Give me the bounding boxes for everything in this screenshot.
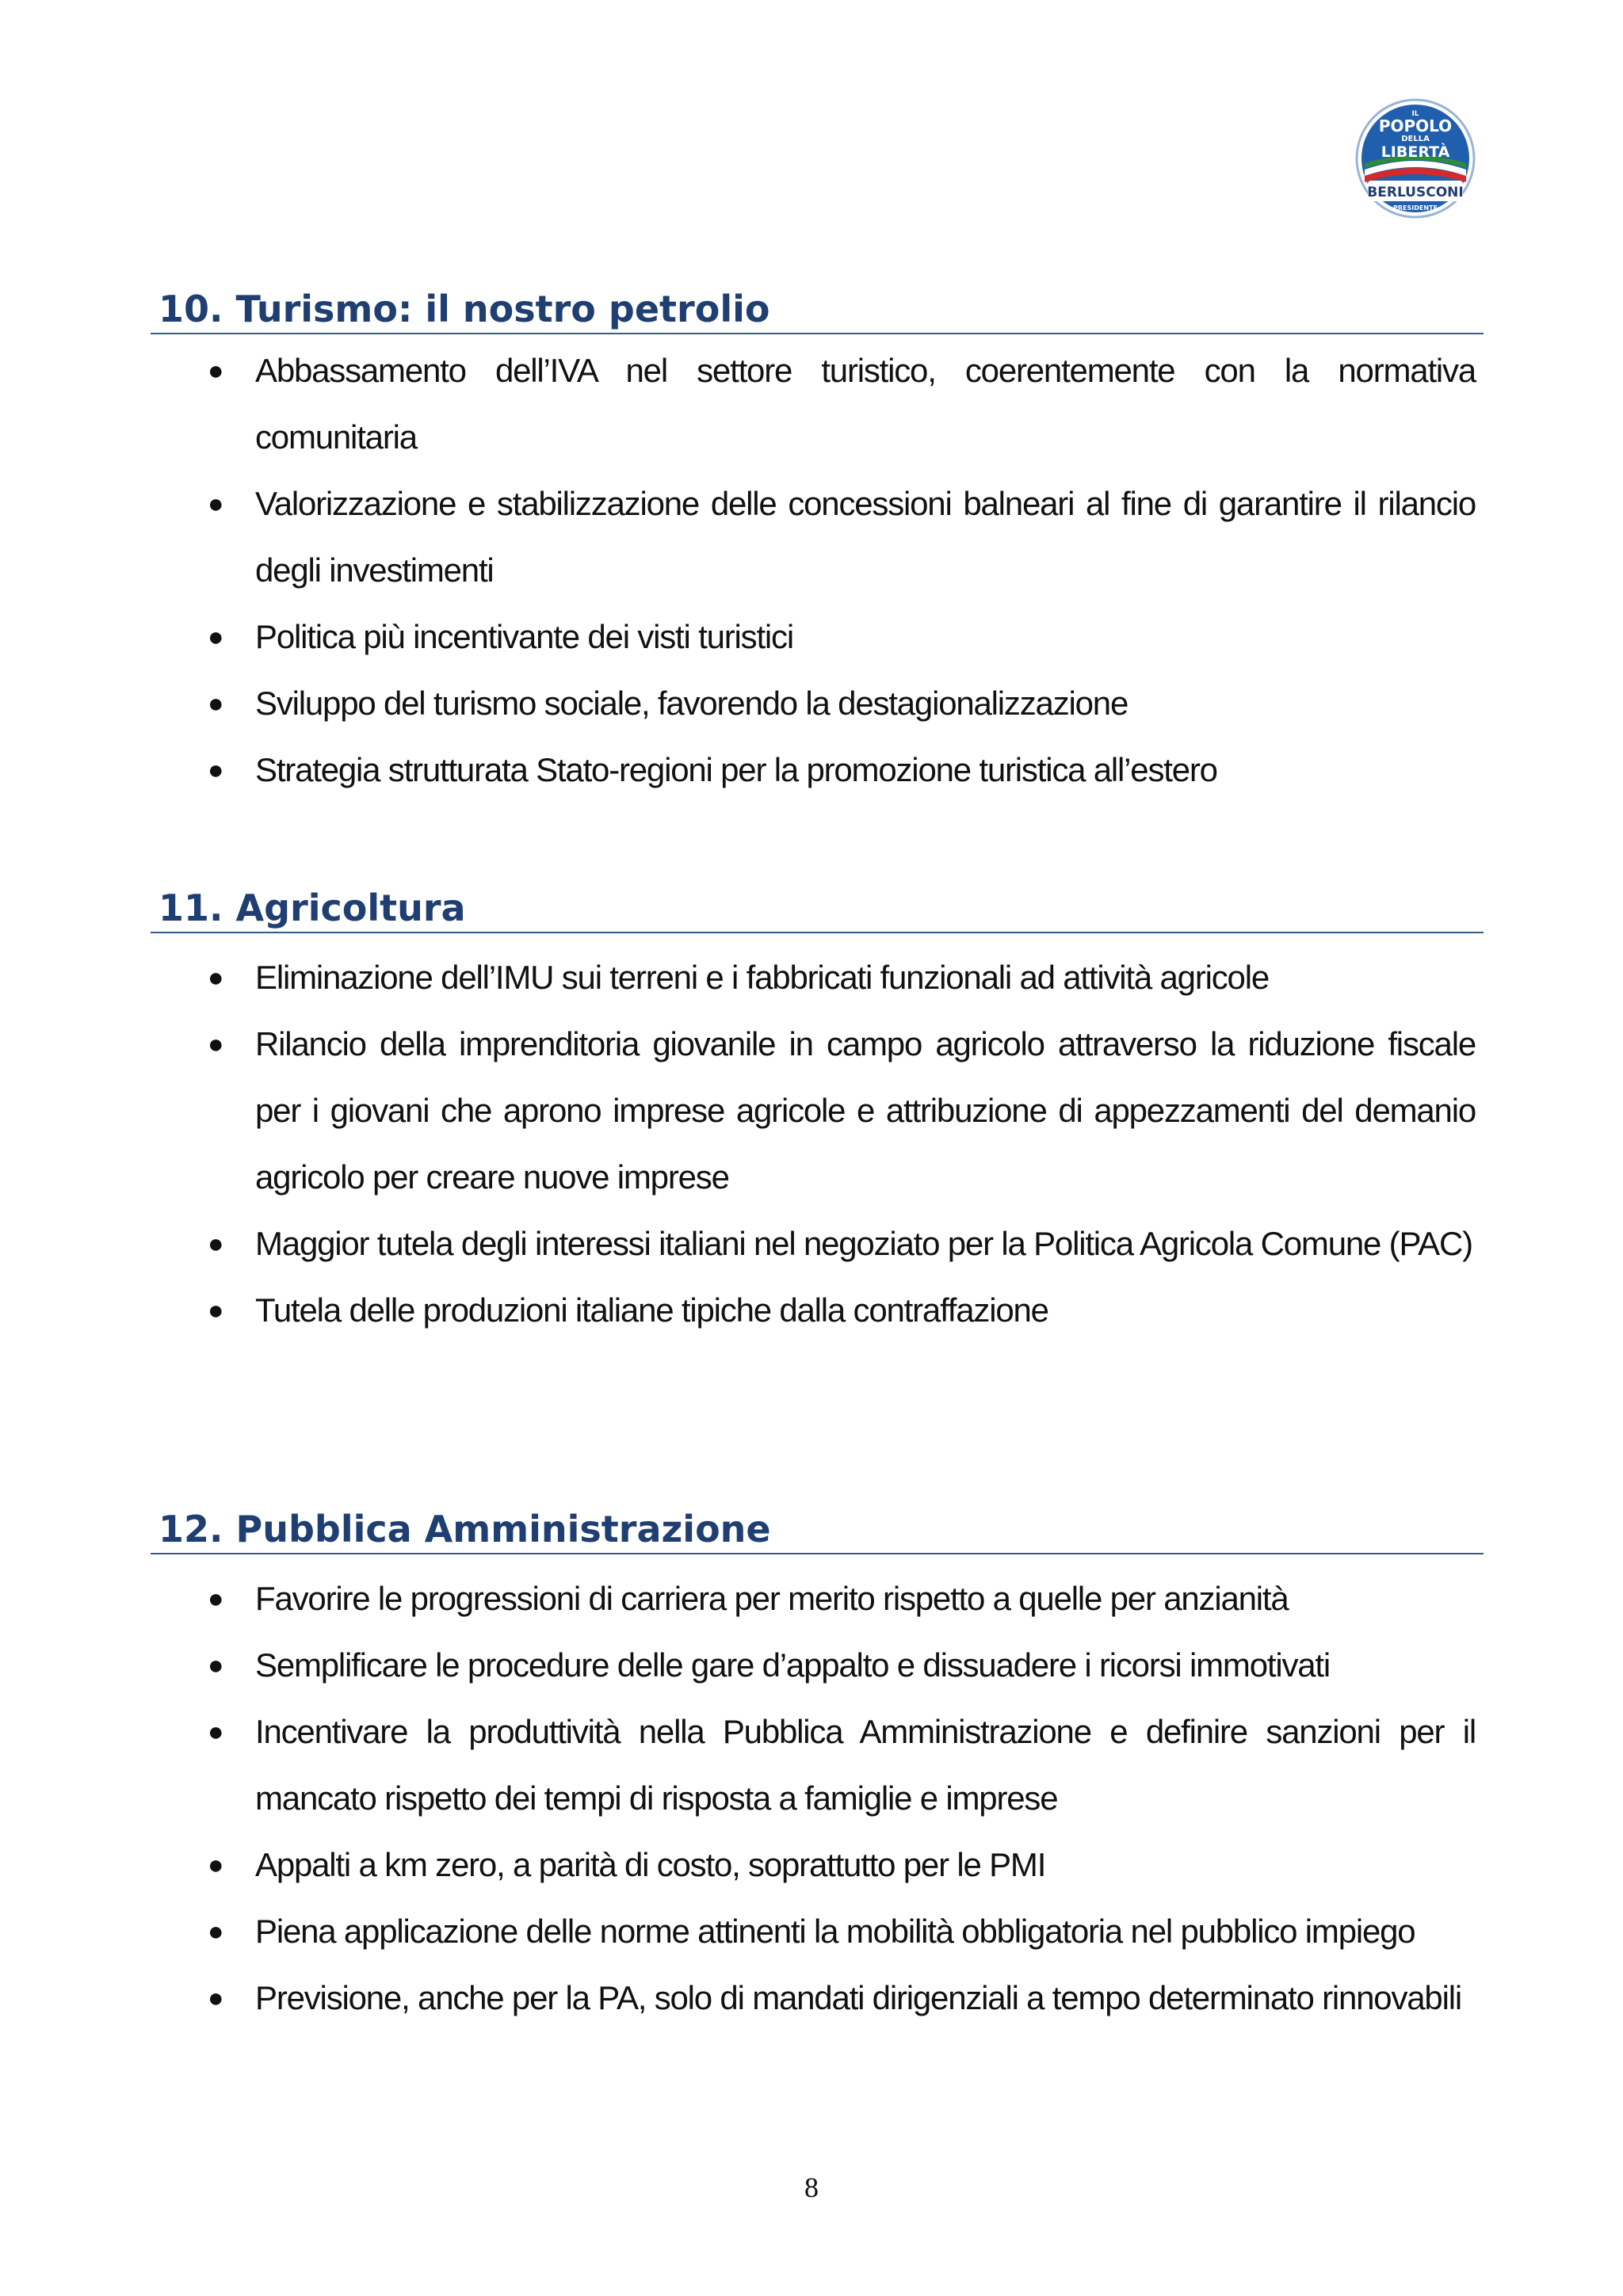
section-title: 11. Agricoltura: [151, 886, 1484, 933]
bullet-icon: ●: [208, 1917, 223, 1947]
list-item-text: Semplificare le procedure delle gare d’appalto e dissuadere i ricorsi immotivati: [255, 1646, 1331, 1684]
bullet-icon: ●: [208, 1029, 223, 1059]
list-item-text: Maggior tutela degli interessi italiani nel negoziato per la Politica Agricola Comune (PAC): [255, 1225, 1472, 1262]
list-item: [151, 471, 1484, 604]
party-logo-emblem: [1354, 97, 1477, 220]
list-item-text: Piena applicazione delle norme attinenti la mobilità obbligatoria nel pubblico impiego: [255, 1913, 1415, 1950]
list-item: [151, 670, 1484, 737]
bullet-icon: ●: [208, 1229, 223, 1259]
list-item-text: Strategia strutturata Stato-regioni per la promozione turistica all’estero: [255, 751, 1217, 788]
list-item-text: Abbassamento dell’IVA nel settore turistico, coerentemente con la normativa comunitaria: [255, 352, 1476, 456]
section-title: 12. Pubblica Amministrazione: [151, 1507, 1484, 1554]
list-item: [151, 1277, 1484, 1344]
list-item: [151, 1211, 1484, 1277]
list-item-text: Appalti a km zero, a parità di costo, soprattutto per le PMI: [255, 1846, 1046, 1883]
list-item-text: Previsione, anche per la PA, solo di mandati dirigenziali a tempo determinato rinnovabili: [255, 1979, 1461, 2016]
page-number: 8: [804, 2172, 819, 2203]
list-item-text: Politica più incentivante dei visti turistici: [255, 618, 793, 655]
bullet-icon: ●: [208, 356, 223, 386]
list-item-text: Incentivare la produttività nella Pubblica Amministrazione e definire sanzioni per il mancato rispetto dei tempi di risposta a famiglie e imprese: [255, 1713, 1476, 1817]
bullet-icon: ●: [208, 489, 223, 519]
party-logo: [1354, 97, 1477, 220]
bullet-icon: ●: [208, 622, 223, 652]
logo-text-line3: LIBERTÀ: [1381, 143, 1450, 161]
list-item: [151, 604, 1484, 670]
list-item-text: Rilancio della imprenditoria giovanile in campo agricolo attraverso la riduzione fiscale per i giovani che aprono imprese agricole e attribuzione di appezzamenti del demanio agricolo per creare nuove imprese: [255, 1025, 1476, 1196]
section-pubblica-amministrazione: [151, 1507, 1484, 2031]
list-item: [151, 944, 1484, 1011]
logo-text-line2: DELLA: [1401, 135, 1430, 143]
list-item-text: Favorire le progressioni di carriera per merito rispetto a quelle per anzianità: [255, 1580, 1289, 1617]
bullet-icon: ●: [208, 1650, 223, 1680]
bullet-icon: ●: [208, 1584, 223, 1614]
bullet-icon: ●: [208, 688, 223, 719]
list-item: [151, 1699, 1484, 1832]
bullet-icon: ●: [208, 1850, 223, 1880]
list-item: [151, 338, 1484, 471]
logo-text-name: BERLUSCONI: [1367, 185, 1464, 200]
bullet-list: [151, 338, 1484, 803]
bullet-icon: ●: [208, 1295, 223, 1325]
list-item-text: Valorizzazione e stabilizzazione delle concessioni balneari al fine di garantire il rilancio degli investimenti: [255, 485, 1476, 589]
section-title: 10. Turismo: il nostro petrolio: [151, 287, 1484, 334]
list-item: [151, 737, 1484, 803]
list-item: [151, 1965, 1484, 2031]
bullet-icon: ●: [208, 963, 223, 993]
bullet-icon: ●: [208, 755, 223, 785]
list-item-text: Tutela delle produzioni italiane tipiche dalla contraffazione: [255, 1291, 1048, 1329]
logo-text-line1: POPOLO: [1378, 116, 1453, 135]
bullet-list: [151, 944, 1484, 1344]
bullet-list: [151, 1566, 1484, 2031]
section-agricoltura: [151, 886, 1484, 1344]
bullet-icon: ●: [208, 1717, 223, 1747]
list-item: [151, 1632, 1484, 1699]
logo-text-sub: PRESIDENTE: [1393, 204, 1438, 212]
bullet-icon: ●: [208, 1983, 223, 2013]
logo-text-top: IL: [1411, 110, 1419, 118]
list-item-text: Eliminazione dell’IMU sui terreni e i fabbricati funzionali ad attività agricole: [255, 959, 1269, 996]
section-turismo: [151, 287, 1484, 803]
list-item-text: Sviluppo del turismo sociale, favorendo la destagionalizzazione: [255, 685, 1128, 722]
list-item: [151, 1011, 1484, 1211]
list-item: [151, 1832, 1484, 1898]
list-item: [151, 1566, 1484, 1632]
list-item: [151, 1898, 1484, 1965]
